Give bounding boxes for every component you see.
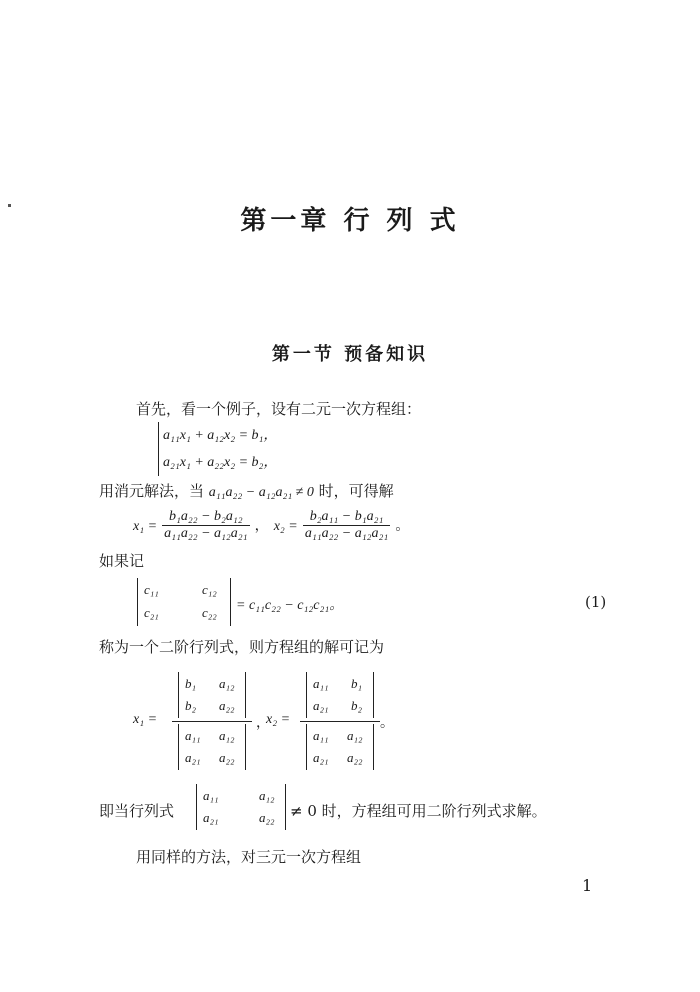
cell: b₂ (185, 698, 197, 713)
cell: a₂₁ (203, 810, 219, 825)
cell: b₁ (351, 676, 363, 691)
cell: a₂₁ (185, 750, 201, 765)
cell: b₂ (351, 698, 363, 713)
cell: a₂₂ (347, 750, 363, 765)
cramer-x2-numerator-det (306, 672, 374, 718)
solution-separator: ， (254, 519, 269, 534)
paragraph-condition-prefix: 即当行列式 (99, 802, 175, 820)
cell: b₁ (185, 676, 197, 691)
cramer-x2-lhs: x₂ = (266, 712, 291, 727)
x2-lhs: x₂ = (273, 519, 298, 534)
paragraph-elimination (99, 480, 394, 501)
page-number: 1 (582, 876, 593, 895)
cramer-x1-denominator-det (178, 724, 246, 770)
x1-lhs: x₁ = (133, 519, 158, 534)
paragraph-intro: 首先，看一个例子，设有二元一次方程组： (136, 400, 422, 418)
x1-denominator: a₁₁a₂₂ − a₁₂a₂₁ (164, 526, 248, 541)
cell: a₁₁ (313, 676, 329, 691)
equation-2: a₂₁x₁ + a₂₂x₂ = b₂， (163, 455, 278, 470)
det-c21: c₂₁ (144, 605, 159, 620)
section-title: 第一节 预备知识 (271, 344, 429, 365)
definition-rhs: = c₁₁c₂₂ − c₁₂c₂₁。 (236, 598, 344, 613)
cell: a₁₁ (313, 728, 329, 743)
cell: a₁₂ (259, 788, 275, 803)
cell: a₁₂ (219, 676, 235, 691)
paragraph-second-order: 称为一个二阶行列式，则方程组的解可记为 (99, 638, 385, 656)
cramer-x2-denominator-det (306, 724, 374, 770)
paragraph-condition-suffix: ≠ 0 时，方程组可用二阶行列式求解。 (290, 802, 547, 820)
cramer-x1-fraction-bar (172, 721, 252, 722)
equation-number: (1) (585, 593, 607, 611)
x2-denominator: a₁₁a₂₂ − a₁₂a₂₁ (304, 526, 389, 541)
x2-numerator: b₂a₁₁ − b₁a₂₁ (309, 509, 384, 524)
cell: a₂₂ (259, 810, 275, 825)
paragraph-if-denote: 如果记 (99, 552, 145, 570)
x1-numerator: b₁a₂₂ − b₂a₁₂ (168, 509, 243, 524)
cramer-end: 。 (380, 716, 394, 731)
cell: a₂₂ (219, 750, 235, 765)
cell: a₁₁ (203, 788, 219, 803)
condition-determinant (196, 784, 286, 830)
x1-fraction (162, 509, 249, 542)
cramer-separator: ， (256, 716, 270, 731)
cell: a₂₁ (313, 750, 329, 765)
x2-fraction (303, 509, 390, 542)
definition-determinant (137, 578, 231, 626)
det-c12: c₁₂ (202, 582, 217, 597)
paragraph-three-variable: 用同样的方法，对三元一次方程组 (136, 848, 362, 866)
solution-end: 。 (395, 519, 410, 534)
det-c22: c₂₂ (202, 605, 217, 620)
cell: a₁₁ (185, 728, 201, 743)
cramer-x1-numerator-det (178, 672, 246, 718)
elimination-prefix: 用消元解法，当 (99, 482, 205, 500)
solution-formula (133, 509, 409, 542)
cell: a₂₁ (313, 698, 329, 713)
cell: a₂₂ (219, 698, 235, 713)
chapter-title: 第一章 行 列 式 (240, 206, 460, 236)
cell: a₁₂ (219, 728, 235, 743)
equation-1: a₁₁x₁ + a₁₂x₂ = b₁， (163, 428, 278, 443)
det-c11: c₁₁ (144, 582, 159, 597)
elimination-suffix: 时，可得解 (318, 482, 394, 500)
cramer-x1-lhs: x₁ = (133, 712, 158, 727)
equation-system (158, 422, 277, 476)
elimination-condition: a₁₁a₂₂ − a₁₂a₂₁ ≠ 0 (208, 485, 314, 500)
cramer-x2-fraction-bar (300, 721, 380, 722)
cell: a₁₂ (347, 728, 363, 743)
